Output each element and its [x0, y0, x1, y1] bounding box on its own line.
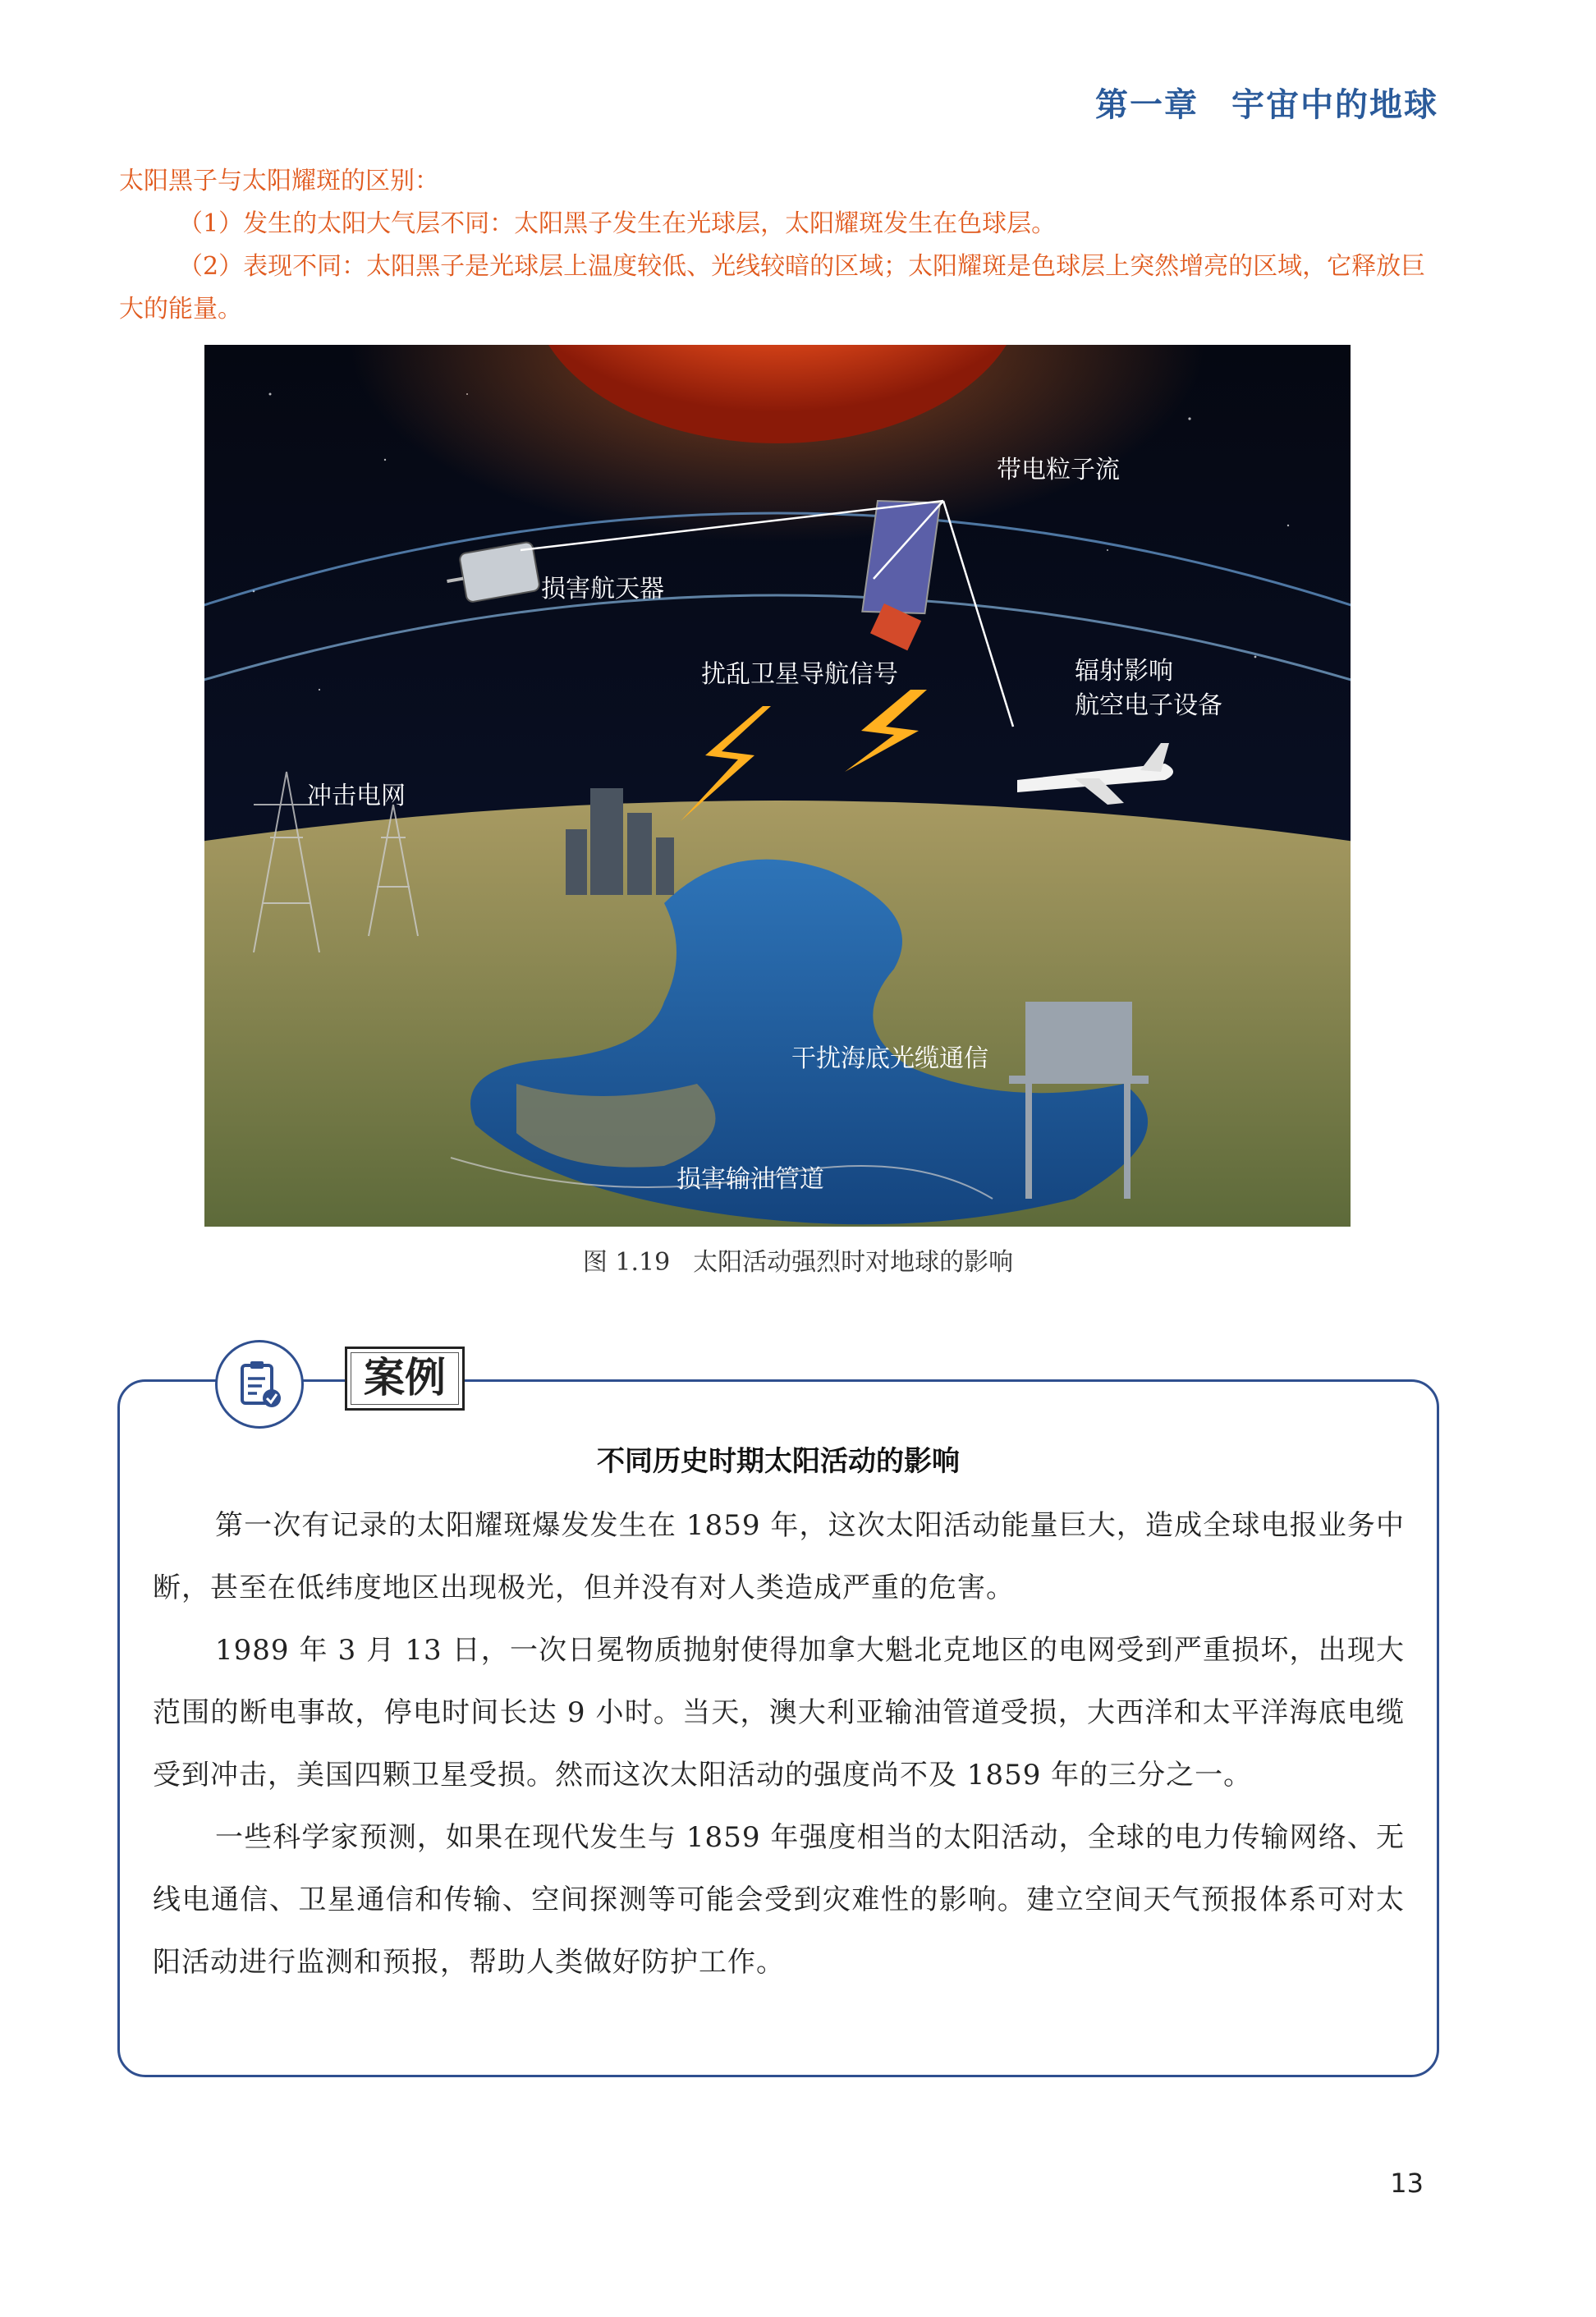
case-tag: 案例: [345, 1347, 465, 1411]
chapter-number: 第一章: [1095, 86, 1199, 124]
label-radiation-2: 航空电子设备: [1075, 691, 1222, 720]
label-pipeline: 损害输油管道: [676, 1165, 824, 1194]
label-power-grid: 冲击电网: [307, 782, 406, 810]
case-title: 不同历史时期太阳活动的影响: [597, 1445, 960, 1478]
solar-impact-illustration: [204, 345, 1351, 1227]
label-spacecraft: 损害航天器: [541, 575, 664, 603]
label-radiation-1: 辐射影响: [1075, 657, 1173, 686]
clipboard-check-icon: [215, 1340, 304, 1429]
case-body: [153, 1494, 1405, 1994]
note-item-1: （1）发生的太阳大气层不同：太阳黑子发生在光球层，太阳耀斑发生在色球层。: [178, 209, 1057, 238]
chapter-title: 宇宙中的地球: [1231, 86, 1438, 124]
caption-number: 图 1.19: [582, 1248, 671, 1277]
note-title: 太阳黑子与太阳耀斑的区别：: [119, 167, 439, 195]
figure-caption: [0, 1241, 1596, 1278]
note-block: [119, 160, 1449, 331]
label-cable: 干扰海底光缆通信: [791, 1044, 988, 1073]
case-paragraph-3: 一些科学家预测，如果在现代发生与 1859 年强度相当的太阳活动，全球的电力传输网络、无线电通信、卫星通信和传输、空间探测等可能会受到灾难性的影响。建立空间天气预报体系可对太阳活动进行监测和预报，帮助人类做好防护工作。: [153, 1821, 1405, 1979]
page-number: 13: [1390, 2168, 1424, 2199]
label-navigation: 扰乱卫星导航信号: [701, 660, 898, 689]
caption-text: 太阳活动强烈时对地球的影响: [693, 1248, 1014, 1277]
chapter-header: [1095, 79, 1438, 126]
case-paragraph-2: 1989 年 3 月 13 日，一次日冕物质抛射使得加拿大魁北克地区的电网受到严重损坏，出现大范围的断电事故，停电时间长达 9 小时。当天，澳大利亚输油管道受损，大西洋和太平洋海底电缆受到冲击，美国四颗卫星受损。然而这次太阳活动的强度尚不及 1859 年的三分之一。: [153, 1634, 1405, 1792]
label-charged-particles: 带电粒子流: [997, 456, 1120, 484]
note-item-2: （2）表现不同：太阳黑子是光球层上温度较低、光线较暗的区域；太阳耀斑是色球层上突然增亮的区域，它释放巨大的能量。: [119, 252, 1426, 323]
case-paragraph-1: 第一次有记录的太阳耀斑爆发发生在 1859 年，这次太阳活动能量巨大，造成全球电报业务中断，甚至在低纬度地区出现极光，但并没有对人类造成严重的危害。: [153, 1509, 1405, 1604]
